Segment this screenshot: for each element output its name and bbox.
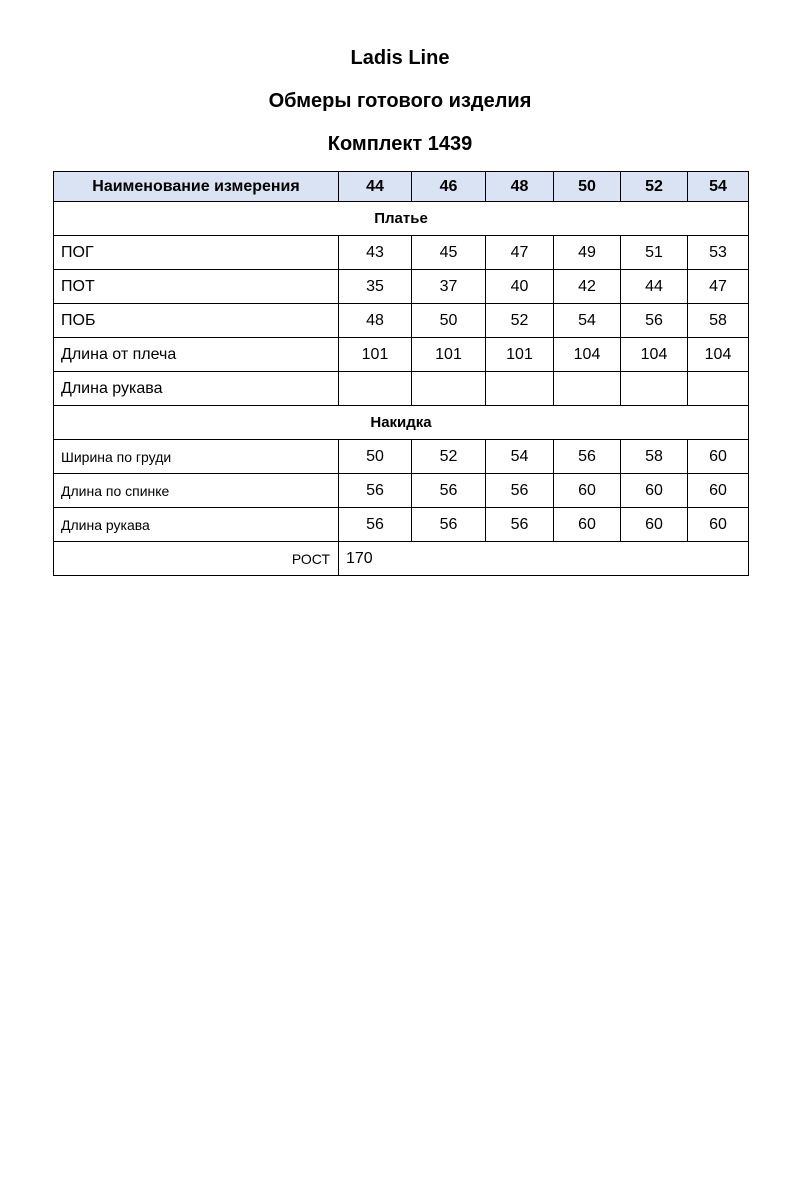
measurements-table	[53, 171, 749, 576]
table-row	[54, 508, 749, 542]
measurement-value: 54	[554, 304, 621, 338]
measurement-value: 60	[688, 474, 749, 508]
rost-label: РОСТ	[54, 542, 339, 576]
table-row	[54, 236, 749, 270]
measurement-value: 50	[412, 304, 486, 338]
measurement-value	[486, 372, 554, 406]
measurement-value: 58	[688, 304, 749, 338]
measurement-value	[554, 372, 621, 406]
section-title-dress: Платье	[54, 202, 749, 236]
measurement-value: 101	[486, 338, 554, 372]
column-header-name: Наименование измерения	[54, 172, 339, 202]
measurement-value: 101	[339, 338, 412, 372]
table-row	[54, 372, 749, 406]
table-header-row	[54, 172, 749, 202]
measurement-name: Длина рукава	[54, 372, 339, 406]
measurement-name: ПОБ	[54, 304, 339, 338]
measurement-value: 56	[486, 474, 554, 508]
measurement-value: 54	[486, 440, 554, 474]
measurement-value	[339, 372, 412, 406]
table-row	[54, 270, 749, 304]
measurement-value: 45	[412, 236, 486, 270]
table-row	[54, 304, 749, 338]
measurement-value: 48	[339, 304, 412, 338]
measurement-value: 44	[621, 270, 688, 304]
measurement-value: 60	[554, 508, 621, 542]
measurement-value	[621, 372, 688, 406]
measurement-value: 35	[339, 270, 412, 304]
document-subtitle: Обмеры готового изделия	[268, 90, 532, 112]
table-row	[54, 440, 749, 474]
measurement-value: 104	[554, 338, 621, 372]
measurement-value: 47	[486, 236, 554, 270]
measurement-value: 60	[621, 508, 688, 542]
section-row	[54, 406, 749, 440]
measurement-value: 56	[412, 508, 486, 542]
measurement-value: 56	[621, 304, 688, 338]
measurement-value: 56	[339, 508, 412, 542]
measurement-value: 37	[412, 270, 486, 304]
measurement-value: 101	[412, 338, 486, 372]
brand-title: Ladis Line	[350, 47, 450, 69]
measurement-value	[688, 372, 749, 406]
measurement-value: 49	[554, 236, 621, 270]
measurement-value: 43	[339, 236, 412, 270]
measurement-value: 53	[688, 236, 749, 270]
measurement-name: ПОГ	[54, 236, 339, 270]
measurement-value: 52	[412, 440, 486, 474]
measurement-value: 50	[339, 440, 412, 474]
measurement-value: 47	[688, 270, 749, 304]
column-header-size: 50	[554, 172, 621, 202]
measurement-value: 60	[688, 508, 749, 542]
measurement-name: Длина от плеча	[54, 338, 339, 372]
product-title: Комплект 1439	[327, 133, 473, 155]
measurement-value: 56	[339, 474, 412, 508]
column-header-size: 54	[688, 172, 749, 202]
measurement-value: 51	[621, 236, 688, 270]
measurement-value: 56	[486, 508, 554, 542]
section-row	[54, 202, 749, 236]
measurement-value: 52	[486, 304, 554, 338]
table-row	[54, 474, 749, 508]
measurement-value	[412, 372, 486, 406]
measurement-value: 60	[621, 474, 688, 508]
table-row	[54, 338, 749, 372]
measurement-name: Ширина по груди	[54, 440, 339, 474]
column-header-size: 48	[486, 172, 554, 202]
measurement-value: 56	[412, 474, 486, 508]
measurement-value: 104	[621, 338, 688, 372]
measurement-value: 40	[486, 270, 554, 304]
column-header-size: 46	[412, 172, 486, 202]
measurement-value: 104	[688, 338, 749, 372]
measurement-name: Длина рукава	[54, 508, 339, 542]
rost-row	[54, 542, 749, 576]
column-header-size: 52	[621, 172, 688, 202]
measurement-value: 60	[554, 474, 621, 508]
measurement-value: 56	[554, 440, 621, 474]
rost-value: 170	[339, 542, 749, 576]
column-header-size: 44	[339, 172, 412, 202]
measurement-name: Длина по спинке	[54, 474, 339, 508]
measurement-value: 42	[554, 270, 621, 304]
measurement-name: ПОТ	[54, 270, 339, 304]
measurement-value: 60	[688, 440, 749, 474]
section-title-cape: Накидка	[54, 406, 749, 440]
measurement-value: 58	[621, 440, 688, 474]
